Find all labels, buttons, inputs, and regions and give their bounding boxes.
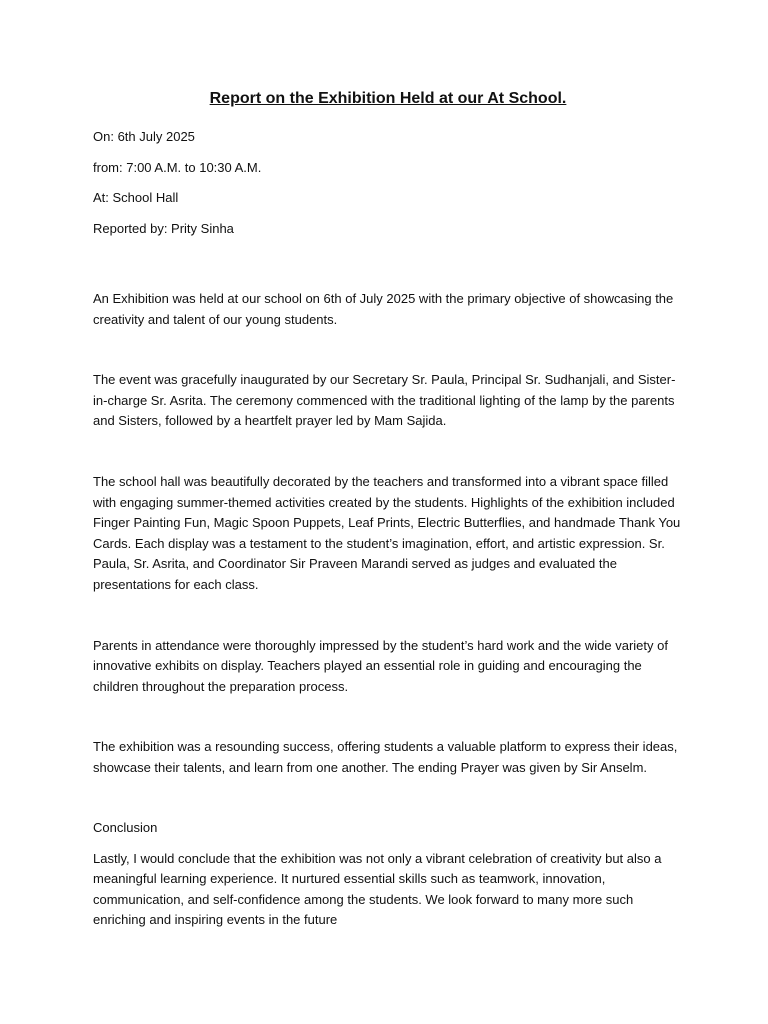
document-page [93,88,683,931]
spacer [93,596,683,636]
conclusion-heading: Conclusion [93,819,158,835]
spacer [93,330,683,370]
spacer [93,432,683,472]
spacer [93,250,683,289]
report-time: from: 7:00 A.M. to 10:30 A.M. [93,159,262,175]
spacer [93,697,683,737]
paragraph-decorations: The school hall was beautifully decorated by the teachers and transformed into a vibrant space filled with engaging summer-themed activities created by the students. Highlights of the exhibition included Finger Painting Fun, Magic Spoon Puppets, Leaf Prints, Electric Butterflies, and handmade Thank You Cards. Each display was a testament to the student’s imagination, effort, and artistic expression. Sr. Paula, Sr. Asrita, and Coordinator Sir Praveen Marandi served as judges and evaluated the presentations for each class. [93,473,681,592]
report-title: Report on the Exhibition Held at our At School. [209,90,567,107]
paragraph-inauguration: The event was gracefully inaugurated by our Secretary Sr. Paula, Principal Sr. Sudhanjali, and Sister-in-charge Sr. Asrita. The ceremony commenced with the traditional lighting of the lamp by the parents and Sisters, followed by a heartfelt prayer led by Mam Sajida. [93,372,676,429]
report-date: On: 6th July 2025 [93,129,195,144]
paragraph-intro: An Exhibition was held at our school on 6th of July 2025 with the primary objective of showcasing the creativity and talent of our young students. [93,291,674,327]
spacer [93,779,683,819]
paragraph-success: The exhibition was a resounding success, offering students a valuable platform to express their ideas, showcase their talents, and learn from one another. The ending Prayer was given by Sir Anselm. [93,739,678,775]
report-author: Reported by: Prity Sinha [93,220,234,236]
report-venue: At: School Hall [93,190,179,205]
conclusion-paragraph: Lastly, I would conclude that the exhibition was not only a vibrant celebration of creativity but also a meaningful learning experience. It nurtured essential skills such as teamwork, innovation, communication, and self-confidence among the students. We look forward to many more such enriching and inspiring events in the future [93,850,662,928]
paragraph-parents: Parents in attendance were thoroughly impressed by the student’s hard work and the wide variety of innovative exhibits on display. Teachers played an essential role in guiding and encouraging the children throughout the preparation process. [93,637,668,694]
